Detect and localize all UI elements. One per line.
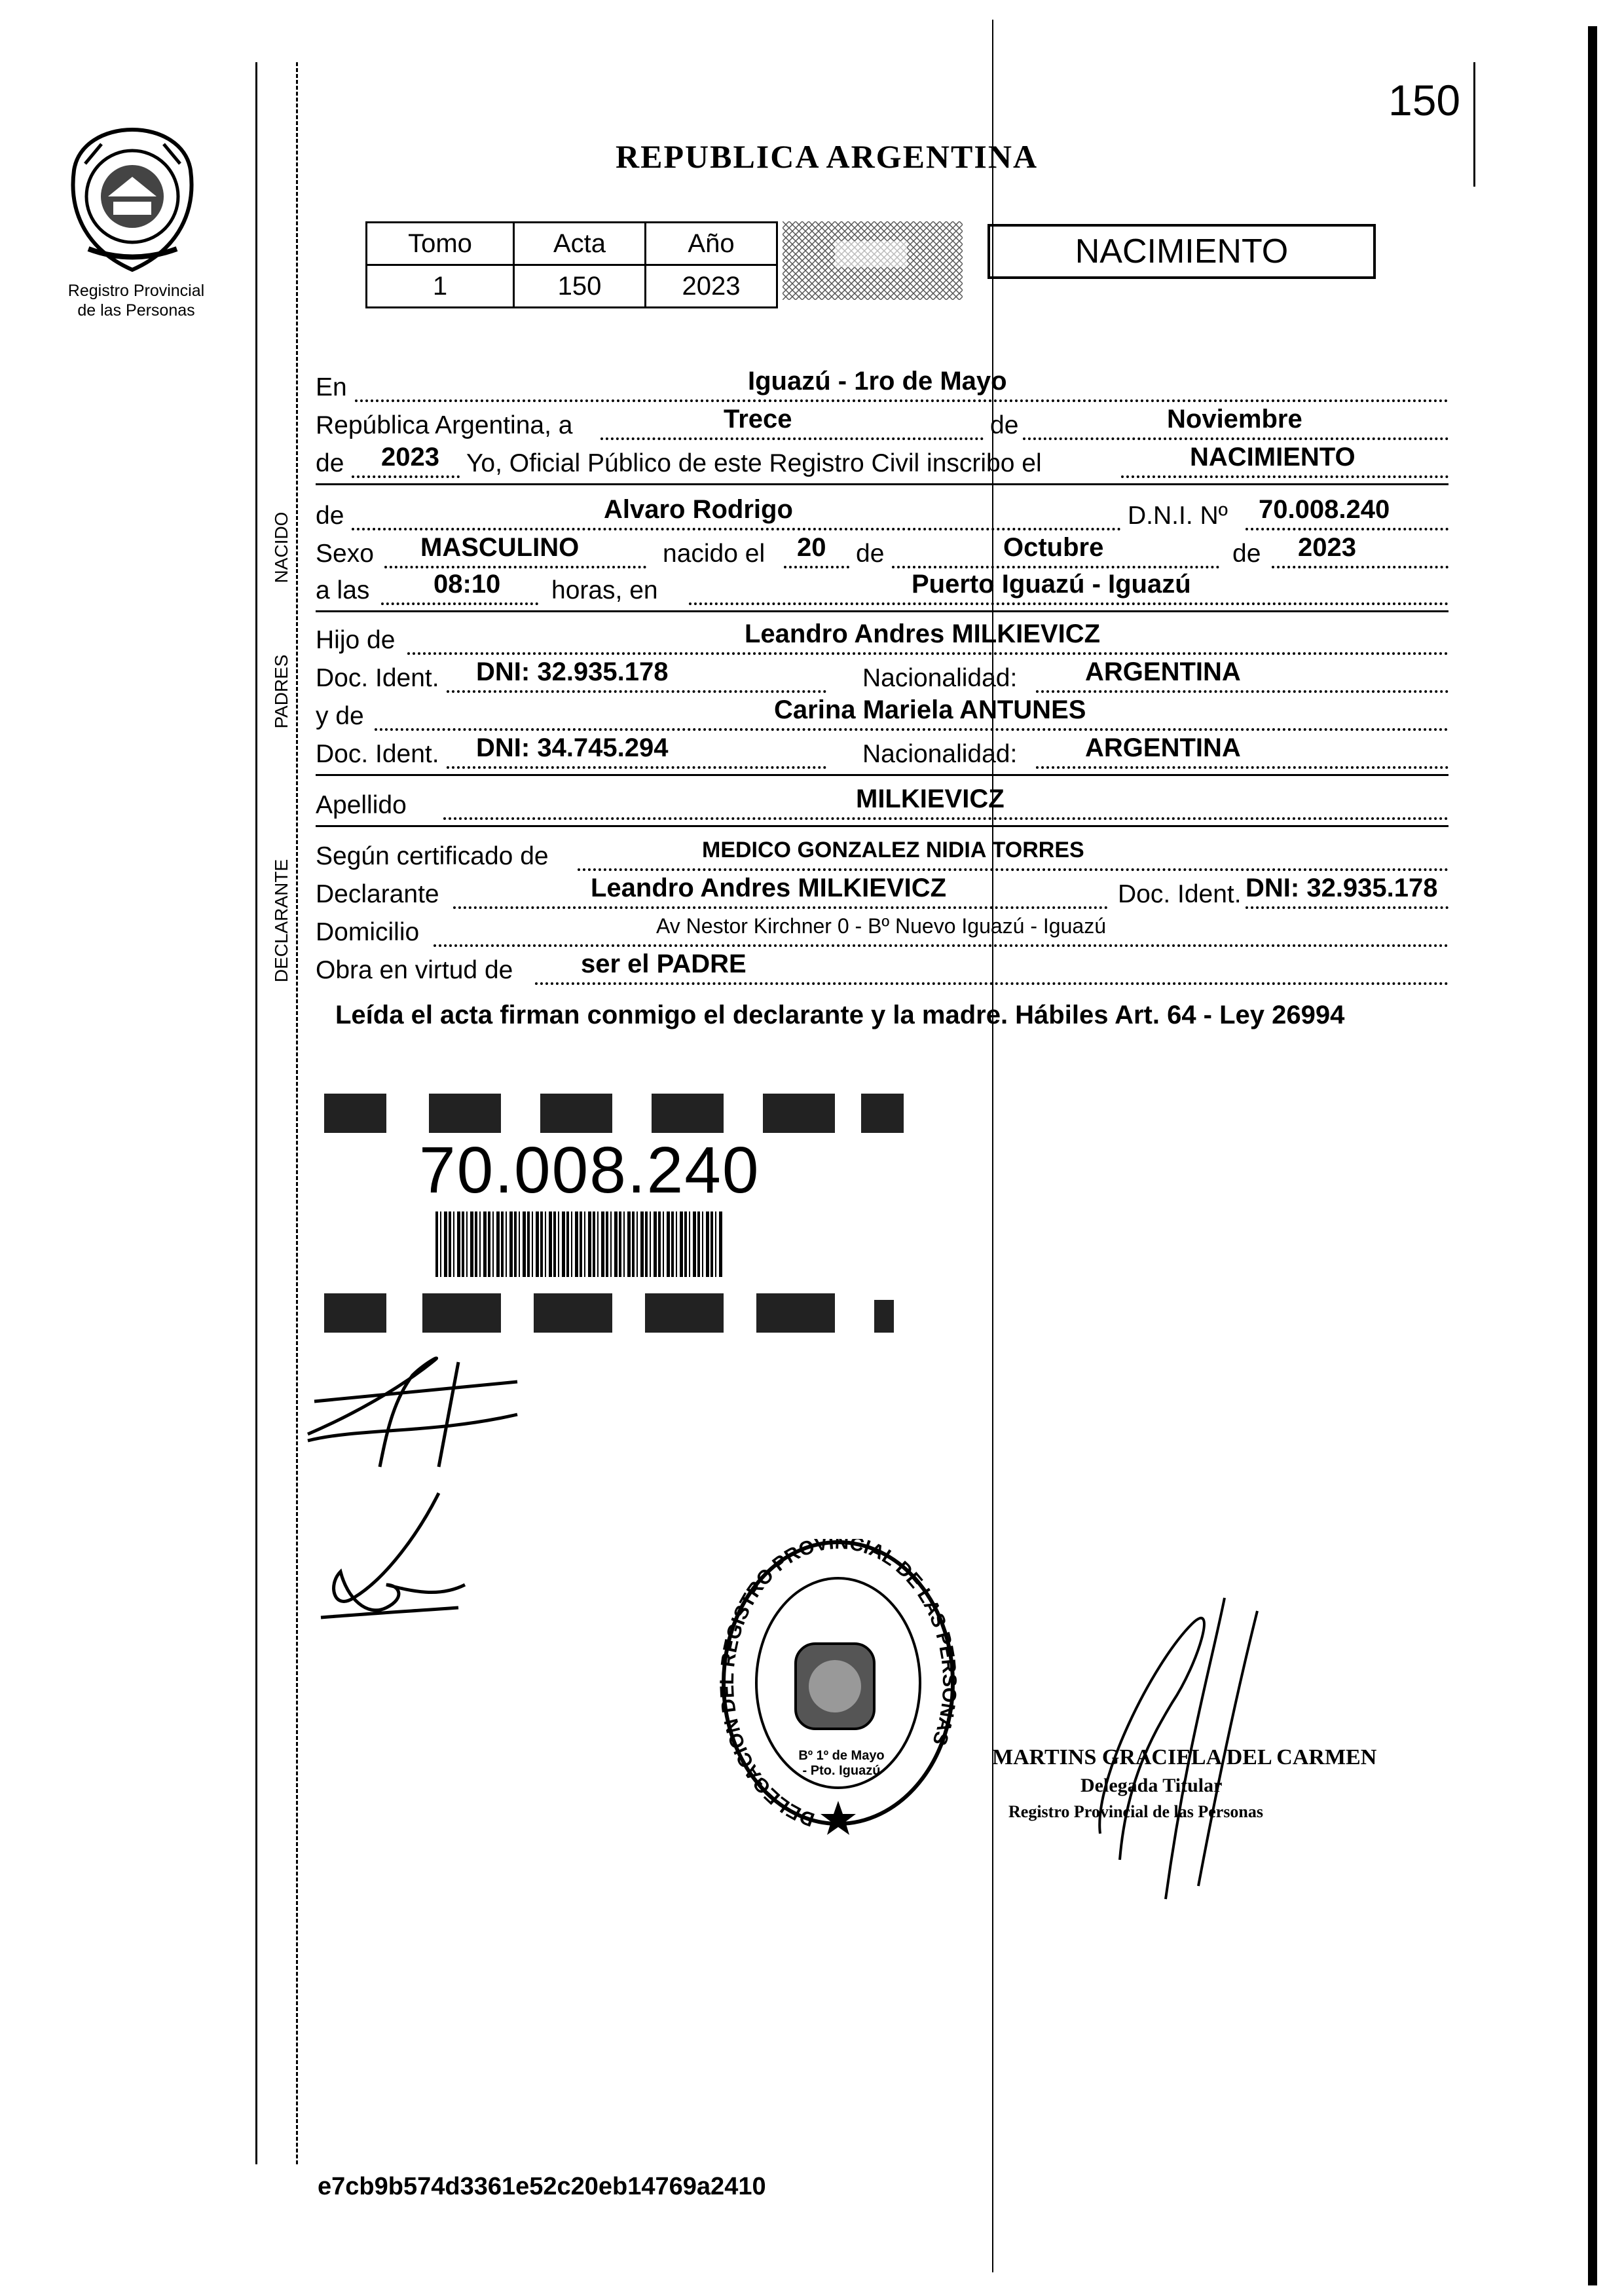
declarante-value: Leandro Andres MILKIEVICZ bbox=[591, 874, 947, 902]
docid1-value: DNI: 32.935.178 bbox=[476, 657, 669, 686]
alas-label: a las bbox=[316, 576, 370, 604]
row-docid2 bbox=[316, 735, 1449, 774]
officer-name: MARTINS GRACIELA DEL CARMEN bbox=[992, 1745, 1377, 1769]
dni-value: 70.008.240 bbox=[1259, 495, 1390, 524]
value-tomo: 1 bbox=[367, 265, 514, 308]
separator-1 bbox=[316, 483, 1449, 485]
de5-label: de bbox=[1232, 540, 1261, 568]
sexo-value: MASCULINO bbox=[420, 533, 580, 562]
right-margin-line bbox=[1473, 62, 1475, 187]
value-acta: 150 bbox=[514, 265, 646, 308]
obra-label: Obra en virtud de bbox=[316, 956, 513, 984]
nac2-label: Nacionalidad: bbox=[862, 740, 1018, 768]
barcode bbox=[435, 1211, 724, 1277]
side-label-declarante: DECLARANTE bbox=[271, 859, 291, 983]
nac-mes: Octubre bbox=[1003, 533, 1104, 562]
dia-value: Trece bbox=[724, 405, 792, 434]
en-label: En bbox=[316, 373, 347, 401]
header-tomo: Tomo bbox=[367, 223, 514, 265]
officer-title: Delegada Titular bbox=[1080, 1775, 1223, 1796]
security-pattern bbox=[783, 221, 963, 300]
dni-label: D.N.I. Nº bbox=[1128, 502, 1228, 530]
side-label-nacido: NACIDO bbox=[271, 511, 291, 583]
obra-value: ser el PADRE bbox=[581, 950, 747, 978]
inscribo-value: NACIMIENTO bbox=[1190, 443, 1356, 471]
sexo-label: Sexo bbox=[316, 540, 374, 568]
separator-2 bbox=[316, 610, 1449, 612]
page-title: REPUBLICA ARGENTINA bbox=[616, 138, 1039, 175]
docid1-label: Doc. Ident. bbox=[316, 664, 439, 692]
hora-value: 08:10 bbox=[434, 570, 501, 599]
anio-value: 2023 bbox=[381, 443, 439, 471]
docid2-value: DNI: 34.745.294 bbox=[476, 733, 669, 762]
registry-line1: Registro Provincial bbox=[67, 282, 205, 300]
page-number: 150 bbox=[1388, 76, 1461, 124]
registry-seal bbox=[717, 1539, 959, 1847]
apellido-label: Apellido bbox=[316, 791, 407, 819]
document-hash: e7cb9b574d3361e52c20eb14769a2410 bbox=[318, 2173, 766, 2200]
hijo-label: Hijo de bbox=[316, 626, 396, 654]
left-margin-line bbox=[255, 62, 257, 2164]
r-mark-row-bottom bbox=[324, 1293, 894, 1333]
declarante-label: Declarante bbox=[316, 880, 439, 908]
certificado-label: Según certificado de bbox=[316, 842, 549, 870]
nac1-value: ARGENTINA bbox=[1085, 657, 1241, 686]
de3-label: de bbox=[316, 502, 344, 530]
inscribo-text: Yo, Oficial Público de este Registro Civil inscribo el bbox=[466, 449, 1042, 477]
row-apellido bbox=[316, 786, 1449, 825]
header-anio: Año bbox=[646, 223, 777, 265]
row-anio bbox=[316, 444, 1449, 483]
value-anio: 2023 bbox=[646, 265, 777, 308]
yde-label: y de bbox=[316, 702, 364, 730]
registry-line2: de las Personas bbox=[77, 301, 195, 320]
de4-label: de bbox=[856, 540, 885, 568]
madre-value: Carina Mariela ANTUNES bbox=[774, 695, 1086, 724]
separator-4 bbox=[316, 825, 1449, 827]
docid2-label: Doc. Ident. bbox=[316, 740, 439, 768]
de1-label: de bbox=[990, 411, 1019, 439]
fold-line bbox=[992, 20, 993, 2272]
padre-value: Leandro Andres MILKIEVICZ bbox=[745, 619, 1101, 648]
side-label-padres: PADRES bbox=[271, 654, 291, 729]
record-table bbox=[365, 221, 778, 308]
republica-label: República Argentina, a bbox=[316, 411, 573, 439]
certificado-value: MEDICO GONZALEZ NIDIA TORRES bbox=[702, 838, 1084, 862]
mother-signature bbox=[308, 1487, 478, 1637]
closing-text: Leída el acta firman conmigo el declarante y la madre. Hábiles Art. 64 - Ley 26994 bbox=[335, 1001, 1345, 1029]
r-mark-row-top bbox=[324, 1094, 904, 1133]
nacido-label: nacido el bbox=[663, 540, 766, 568]
declarant-signature bbox=[301, 1336, 524, 1473]
nac-anio: 2023 bbox=[1298, 533, 1356, 562]
apellido-value: MILKIEVICZ bbox=[856, 785, 1005, 813]
docid3-label: Doc. Ident. bbox=[1118, 880, 1242, 908]
seal-inner-text: Bº 1º de Mayo - Pto. Iguazú bbox=[798, 1748, 885, 1778]
docid3-value: DNI: 32.935.178 bbox=[1246, 874, 1438, 902]
de2-label: de bbox=[316, 449, 344, 477]
doc-type-box: NACIMIENTO bbox=[987, 224, 1376, 279]
nac2-value: ARGENTINA bbox=[1085, 733, 1241, 762]
lugar-value: Puerto Iguazú - Iguazú bbox=[912, 570, 1191, 599]
province-logo bbox=[62, 124, 203, 275]
right-edge-bar bbox=[1588, 26, 1597, 2285]
row-domicilio bbox=[316, 913, 1449, 952]
left-dashed-line bbox=[296, 62, 298, 2164]
nac1-label: Nacionalidad: bbox=[862, 664, 1018, 692]
domicilio-label: Domicilio bbox=[316, 918, 420, 946]
mes-value: Noviembre bbox=[1167, 405, 1302, 434]
seal-ring-text: DELEGACION DEL REGISTRO PROVINCIAL DE LAS PERSONAS bbox=[717, 1539, 959, 1831]
row-obra bbox=[316, 951, 1449, 990]
domicilio-value: Av Nestor Kirchner 0 - Bº Nuevo Iguazú - Iguazú bbox=[656, 914, 1106, 938]
en-value: Iguazú - 1ro de Mayo bbox=[748, 367, 1007, 396]
officer-office: Registro Provincial de las Personas bbox=[1008, 1802, 1264, 1821]
header-acta: Acta bbox=[514, 223, 646, 265]
horas-label: horas, en bbox=[551, 576, 658, 604]
separator-3 bbox=[316, 774, 1449, 776]
nombre-value: Alvaro Rodrigo bbox=[604, 495, 793, 524]
nac-dia: 20 bbox=[797, 533, 826, 562]
row-hora bbox=[316, 571, 1449, 610]
id-sticker bbox=[324, 1087, 907, 1342]
sticker-number: 70.008.240 bbox=[419, 1134, 760, 1207]
